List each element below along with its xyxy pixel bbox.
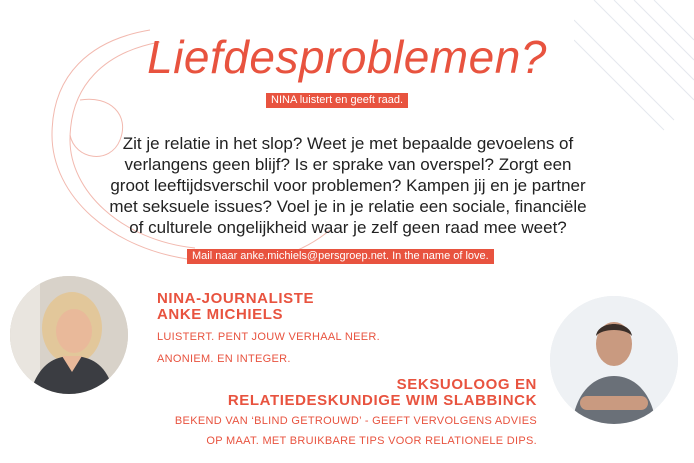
wim-role: SEKSUOLOOG EN bbox=[396, 376, 537, 393]
anke-info bbox=[157, 291, 380, 367]
anke-name: ANKE MICHIELS bbox=[157, 306, 284, 323]
wim-name: RELATIEDESKUNDIGE WIM SLABBINCK bbox=[227, 392, 537, 409]
anke-desc: LUISTERT. PENT JOUW VERHAAL NEER. bbox=[157, 331, 381, 343]
intro-line: verlangens geen blijf? Is er sprake van overspel? Zorgt een bbox=[124, 155, 572, 174]
intro-line: Zit je relatie in het slop? Weet je met bepaalde gevoelens of bbox=[122, 134, 574, 153]
intro-line: met seksuele issues? Voel je in je relatie een sociale, financiële bbox=[109, 197, 587, 216]
anke-role: NINA-JOURNALISTE bbox=[157, 290, 315, 307]
wim-info bbox=[175, 377, 537, 449]
wim-desc: BEKEND VAN ‘BLIND GETROUWD’ - GEEFT VERVOLGENS ADVIES bbox=[174, 415, 537, 427]
wim-photo bbox=[550, 296, 678, 424]
page-title: Liefdesproblemen? bbox=[147, 31, 547, 83]
intro-line: groot leeftijdsverschil voor problemen? Kampen jij en je partner bbox=[110, 176, 586, 195]
intro-paragraph bbox=[60, 133, 636, 238]
wim-desc: OP MAAT. MET BRUIKBARE TIPS VOOR RELATIONELE DIPS. bbox=[206, 435, 537, 447]
anke-desc: ANONIEM. EN INTEGER. bbox=[157, 353, 291, 365]
anke-photo bbox=[10, 276, 128, 394]
mail-link[interactable]: Mail naar anke.michiels@persgroep.net. In the name of love. bbox=[187, 249, 494, 264]
subtitle-tag: NINA luistert en geeft raad. bbox=[266, 93, 408, 108]
intro-line: of culturele ongelijkheid waar je zelf geen raad mee weet? bbox=[129, 218, 567, 237]
